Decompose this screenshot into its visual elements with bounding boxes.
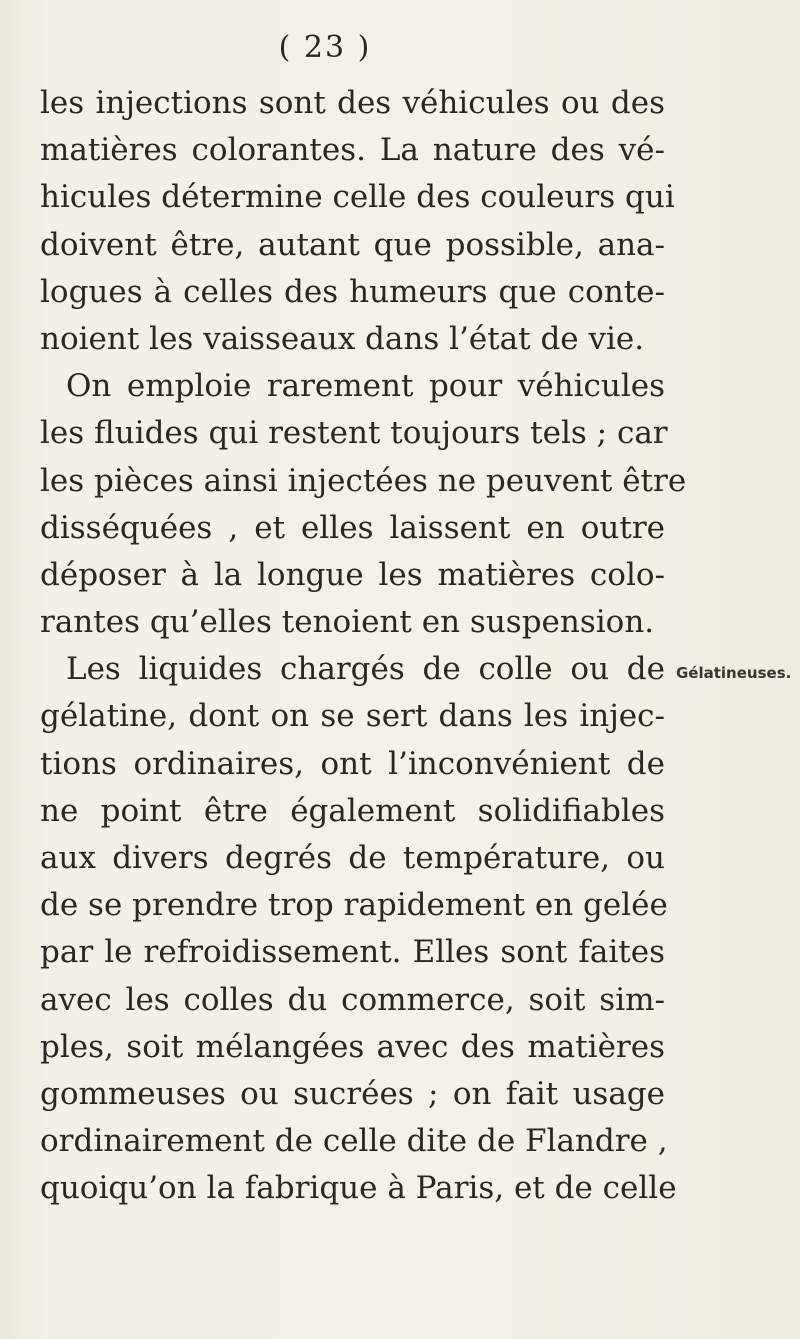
text-line: logues à celles des humeurs que conte- — [40, 273, 665, 310]
text-line: avec les colles du commerce, soit sim- — [40, 981, 665, 1018]
margin-note: Gélatineuses. — [676, 664, 792, 682]
text-line: ordinairement de celle dite de Flandre , — [40, 1123, 668, 1160]
text-line: les injections sont des véhicules ou des — [40, 85, 665, 121]
text-line: les fluides qui restent toujours tels ; car — [40, 415, 668, 452]
text-line: rantes qu’elles tenoient en suspension. — [40, 604, 655, 641]
text-line: Les liquides chargés de colle ou de — [66, 651, 665, 688]
text-line: ne point être également solidifiables — [40, 792, 665, 829]
text-line: hicules détermine celle des couleurs qui — [40, 179, 675, 216]
text-line: déposer à la longue les matières colo- — [40, 556, 665, 593]
text-line: quoiqu’on la fabrique à Paris, et de celle — [40, 1170, 677, 1207]
page-number: ( 23 ) — [278, 30, 372, 65]
body-text — [40, 80, 687, 1213]
text-line: noient les vaisseaux dans l’état de vie. — [40, 320, 645, 357]
text-line: gommeuses ou sucrées ; on fait usage — [40, 1075, 665, 1112]
text-line: gélatine, dont on se sert dans les injec- — [40, 698, 665, 735]
text-line: par le refroidissement. Elles sont faites — [40, 934, 665, 971]
text-line: On emploie rarement pour véhicules — [66, 368, 665, 405]
text-line: de se prendre trop rapidement en gelée — [40, 887, 668, 924]
text-line: matières colorantes. La nature des vé- — [40, 132, 665, 169]
text-line: les pièces ainsi injectées ne peuvent être — [40, 462, 687, 499]
text-line: aux divers degrés de température, ou — [40, 840, 665, 876]
text-line: doivent être, autant que possible, ana- — [40, 226, 665, 263]
text-line: ples, soit mélangées avec des matières — [40, 1028, 665, 1065]
text-line: disséquées , et elles laissent en outre — [40, 509, 665, 546]
text-line: tions ordinaires, ont l’inconvénient de — [40, 745, 665, 782]
